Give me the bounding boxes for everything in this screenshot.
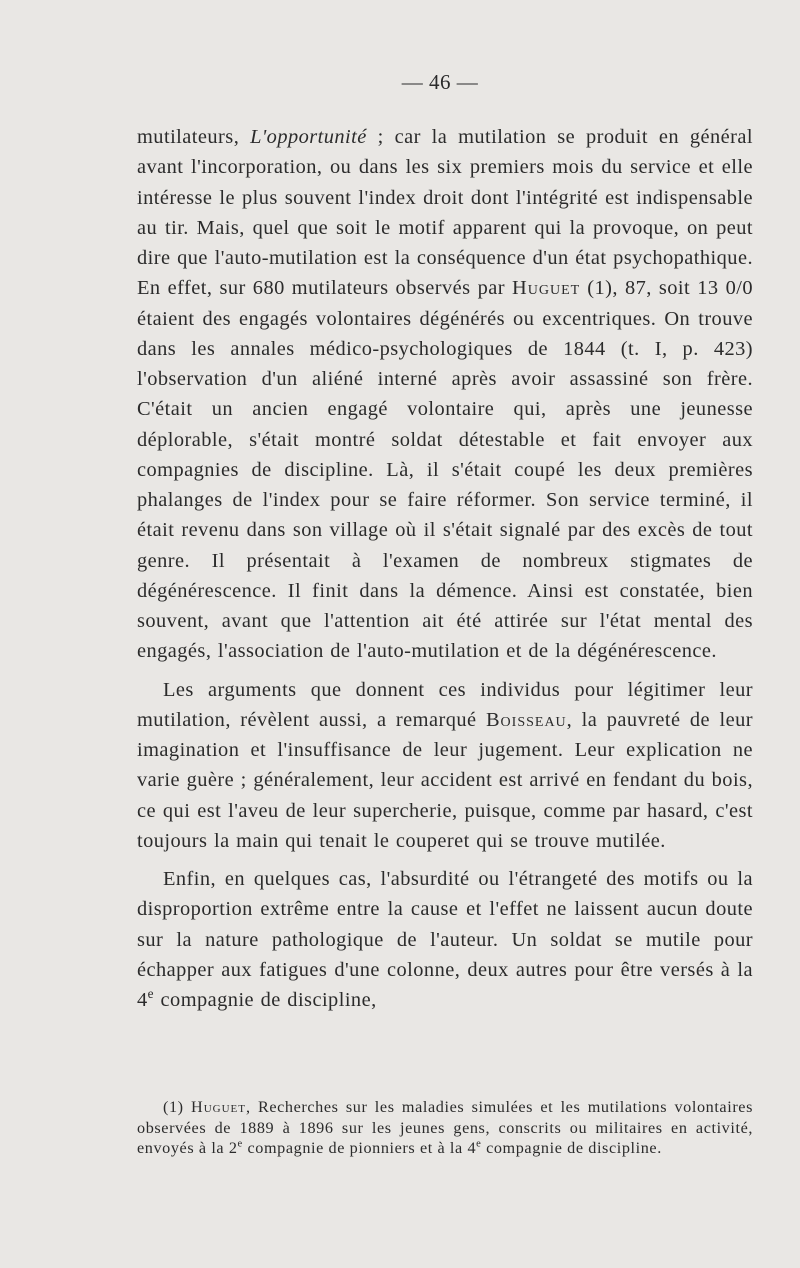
text-run: Les arguments que donnent ces individus pour légitimer leur mutilation, révèlent aussi, a remarqué xyxy=(137,678,753,731)
text-run: mutilateurs, xyxy=(137,126,251,148)
text-run: ; car la mutilation se produit en général avant l'incorporation, ou dans les six premiers mois du service et elle intéresse le plus souvent l'index droit dont l'intégrité est indispensable au tir. Mais, quel que soit le motif apparent qui la provoque, on peut dire que l'auto-mutilation est la conséquence d'un état psychopathique. En effet, sur 680 mutilateurs observés par xyxy=(137,126,753,300)
footnote-marker: (1) xyxy=(163,1098,192,1116)
footnote-text xyxy=(137,1097,753,1159)
superscript: e xyxy=(237,1138,243,1150)
text-run: , Recherches sur les maladies simulées et les mutilations volontaires observées de 1889 à 1896 sur les jeunes gens, conscrits ou militaires en activité, envoyés à la 2 xyxy=(137,1098,753,1157)
paragraph-3 xyxy=(137,864,753,1015)
text-run: , la pauvreté de leur imagination et l'insuffisance de leur jugement. Leur explication ne varie guère ; généralement, leur accident est arrivé en fendant du bois, ce qui est l'aveu de leur supercherie, puisque, comme par hasard, c'est toujours la main qui tenait le couperet qui se trouve mutilée. xyxy=(137,708,753,852)
body-text xyxy=(137,122,753,1015)
superscript: e xyxy=(476,1138,482,1150)
footnote xyxy=(137,1097,753,1159)
italic-text: L'opportunité xyxy=(250,126,367,148)
paragraph-1 xyxy=(137,122,753,667)
text-run: compagnie de discipline. xyxy=(481,1139,662,1157)
author-name: Huguet xyxy=(512,277,581,300)
text-run: compagnie de pionniers et à la 4 xyxy=(242,1139,477,1157)
text-run: compagnie de discipline, xyxy=(154,989,377,1011)
author-name: Huguet xyxy=(191,1098,246,1116)
text-run: (1), 87, soit 13 0/0 étaient des engagés volontaires dégénérés ou excentriques. On trouve dans les annales médico-psychologiques de 1844 (t. I, p. 423) l'observation d'un aliéné interné après avoir assassiné son frère. C'était un ancien engagé volontaire qui, après une jeunesse déplorable, s'était montré soldat détestable et fait envoyer aux compagnies de discipline. Là, il s'était coupé les deux premières phalanges de l'index pour se faire réformer. Son service terminé, il était revenu dans son village où il s'était signalé par des excès de tout genre. Il présentait à l'examen de nombreux stigmates de dégénérescence. Il finit dans la démence. Ainsi est constatée, bien souvent, avant que l'attention ait été attirée sur l'état mental des engagés, l'association de l'auto-mutilation et de la dégénérescence. xyxy=(137,277,753,663)
page-number: — 46 — xyxy=(401,70,479,94)
paragraph-2 xyxy=(137,675,753,857)
author-name: Boisseau xyxy=(485,708,567,731)
superscript: e xyxy=(147,986,154,1002)
text-run: Enfin, en quelques cas, l'absurdité ou l'étrangeté des motifs ou la disproportion extrême entre la cause et l'effet ne laissent aucun doute sur la nature pathologique de l'auteur. Un soldat se mutile pour échapper aux fatigues d'une colonne, deux autres pour être versés à la 4 xyxy=(137,868,753,1011)
